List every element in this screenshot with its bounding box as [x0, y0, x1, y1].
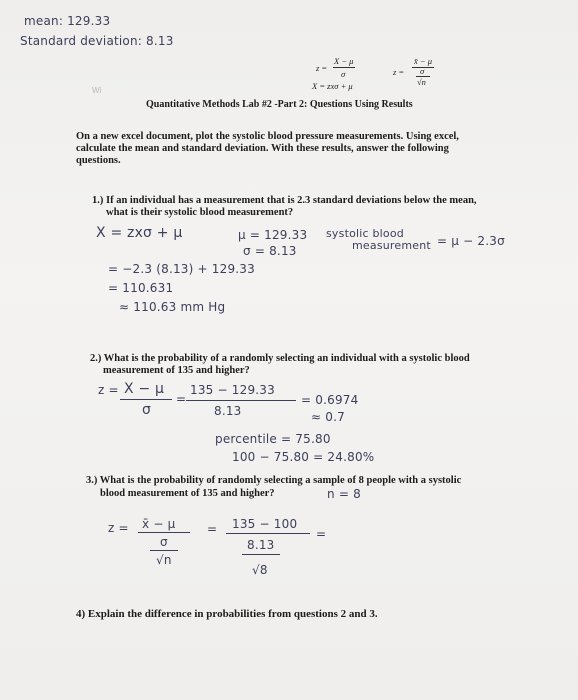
z-formula-den: σ — [341, 69, 346, 79]
z-prefix: z = — [316, 63, 328, 73]
q3-n-note: n = 8 — [327, 487, 361, 501]
q2-z: z = — [98, 383, 119, 397]
std-note: Standard deviation: 8.13 — [20, 34, 174, 48]
q1-step-2: = 110.631 — [108, 281, 174, 295]
lab-title: Quantitative Methods Lab #2 -Part 2: Questions Using Results — [146, 99, 413, 110]
q2-denominator-value: 8.13 — [214, 404, 242, 418]
q1-systolic-label-2: measurement — [352, 239, 431, 252]
q3-numerator: x̄ − μ — [142, 517, 176, 531]
q3-den-top: σ — [160, 535, 168, 549]
q1-line-1: 1.) If an individual has a measurement that is 2.3 standard deviations below the mean, — [92, 195, 477, 206]
q2-line-2: measurement of 135 and higher? — [103, 365, 250, 376]
q4-line: 4) Explain the difference in probabilities from questions 2 and 3. — [76, 608, 378, 620]
z2-formula-den-bot: √n — [417, 77, 426, 87]
x-formula: X = zxσ + μ — [312, 81, 353, 91]
q3-equals: = — [207, 522, 218, 536]
q3-numerator-values: 135 − 100 — [232, 517, 298, 531]
q3-equals-2: = — [316, 527, 327, 541]
q2-denominator: σ — [142, 402, 152, 418]
instructions-line-1: On a new excel document, plot the systolic blood pressure measurements. Using excel, — [76, 131, 459, 142]
instructions-line-3: questions. — [76, 155, 121, 166]
q2-approx: ≈ 0.7 — [311, 410, 345, 424]
q3-den2-bottom: √8 — [252, 563, 268, 577]
mean-note: mean: 129.33 — [24, 14, 111, 28]
q1-sigma: σ = 8.13 — [243, 244, 297, 258]
q2-percentile: percentile = 75.80 — [215, 432, 331, 446]
q1-line-2: what is their systolic blood measurement? — [106, 207, 294, 218]
z2-formula-den-top: σ — [420, 66, 425, 76]
q3-line-2: blood measurement of 135 and higher? — [100, 488, 275, 499]
q2-numerator-values: 135 − 129.33 — [190, 383, 275, 397]
q1-mu: μ = 129.33 — [238, 228, 308, 242]
q2-final-answer: 100 − 75.80 = 24.80% — [232, 450, 375, 464]
q3-den-bottom: √n — [156, 553, 172, 567]
q2-line-1: 2.) What is the probability of a randomly selecting an individual with a systolic blood — [90, 353, 470, 364]
z2-formula-num: x̄ − μ — [414, 56, 433, 66]
q3-den2-top: 8.13 — [247, 538, 275, 552]
q1-step-3: ≈ 110.63 mm Hg — [119, 300, 226, 314]
q2-result: = 0.6974 — [301, 393, 359, 407]
q2-equals: = — [176, 392, 187, 406]
q3-z: z = — [108, 521, 129, 535]
q1-step-1: = −2.3 (8.13) + 129.33 — [108, 262, 255, 276]
q2-numerator: X − μ — [124, 381, 165, 397]
instructions-line-2: calculate the mean and standard deviation. With these results, answer the following — [76, 143, 449, 154]
q1-systolic-equation: = μ − 2.3σ — [437, 234, 505, 248]
z2-prefix: z = — [393, 67, 405, 77]
bleed-through-text: Wi — [92, 86, 102, 95]
q1-systolic-label-1: systolic blood — [326, 227, 404, 240]
z-formula-num: X − μ — [334, 56, 354, 66]
q3-line-1: 3.) What is the probability of randomly selecting a sample of 8 people with a systolic — [86, 475, 462, 486]
q1-equation: X = zxσ + μ — [96, 225, 183, 241]
